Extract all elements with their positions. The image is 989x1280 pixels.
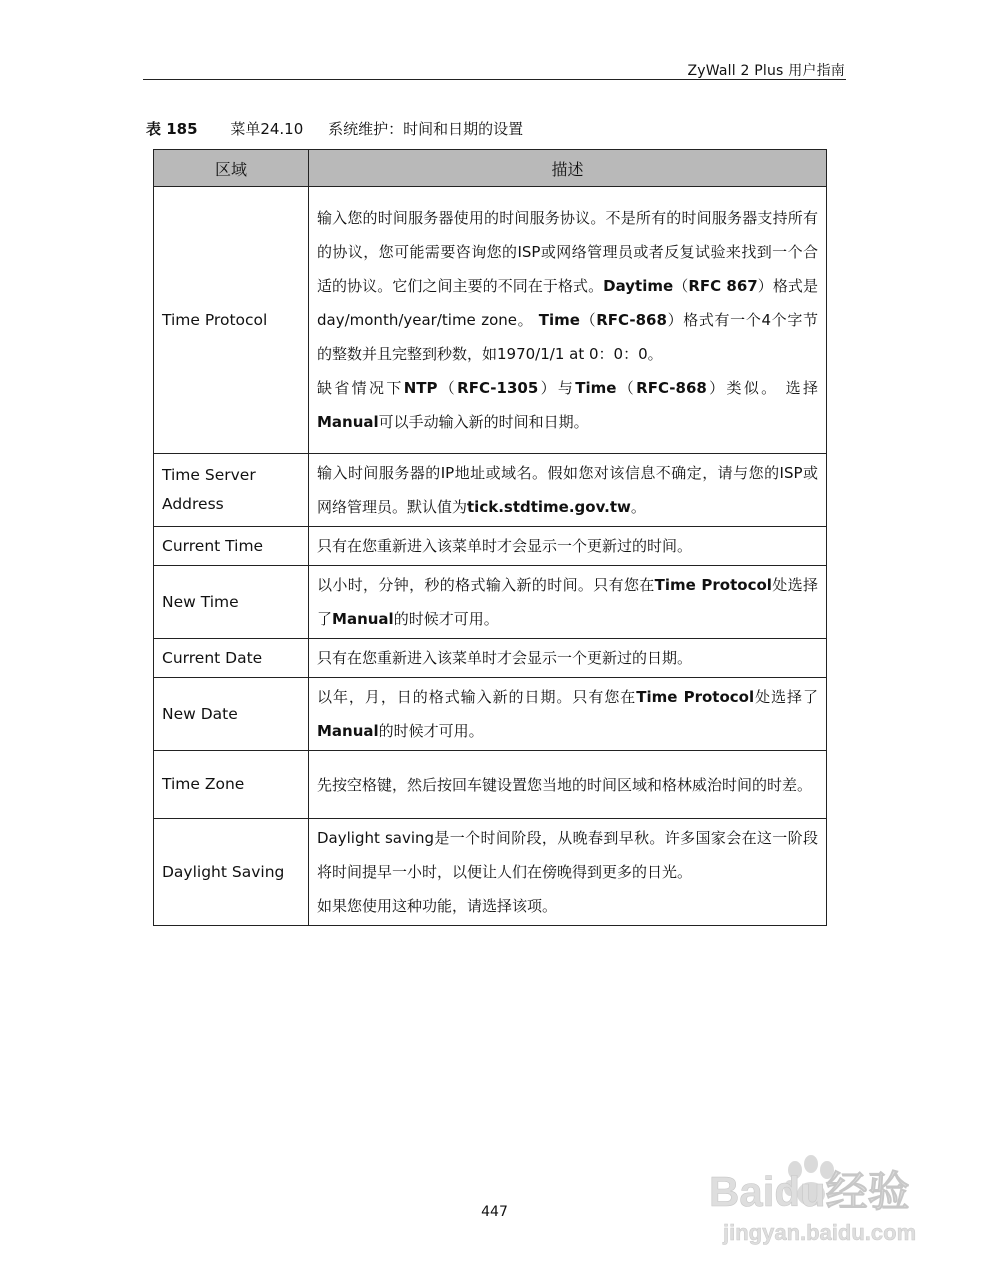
description-text: 缺省情况下 [317, 379, 404, 397]
description-text: 的时候才可用。 [378, 722, 484, 740]
field-name-cell: Current Date [154, 639, 309, 678]
description-text: 。 [630, 498, 646, 516]
description-text: （ [579, 311, 597, 329]
description-text: 如果您使用这种功能，请选择该项。 [317, 897, 558, 915]
bold-term: Time [575, 379, 617, 397]
description-paragraph [317, 201, 818, 371]
description-cell [309, 454, 827, 527]
table-row [154, 751, 827, 819]
column-header-field: 区域 [154, 150, 309, 187]
description-text: 以年，月，日的格式输入新的日期。只有您在 [317, 688, 637, 706]
description-paragraph [317, 641, 818, 675]
description-paragraph [317, 680, 818, 748]
bold-term: NTP [403, 379, 438, 397]
description-text: 输入时间服务器的IP地址或域名。假如您对该信息不确定，请与您的ISP或网络管理员。默认值为 [317, 464, 818, 516]
description-text: 只有在您重新进入该菜单时才会显示一个更新过的日期。 [317, 649, 693, 667]
description-text: （ [437, 379, 458, 397]
field-name-cell: Daylight Saving [154, 819, 309, 926]
description-paragraph [317, 371, 818, 439]
baidu-jingyan-watermark [695, 1144, 925, 1254]
watermark-url: jingyan.baidu.com [723, 1220, 917, 1245]
watermark-brand: Baidu经验 [709, 1168, 910, 1215]
table-row [154, 678, 827, 751]
description-paragraph [317, 568, 818, 636]
field-name-cell: Time Server Address [154, 454, 309, 527]
description-text: ）与 [538, 379, 576, 397]
field-name-cell: Time Zone [154, 751, 309, 819]
running-header: ZyWall 2 Plus 用户指南 [687, 63, 845, 79]
description-cell [309, 187, 827, 454]
field-name-cell: New Date [154, 678, 309, 751]
description-cell [309, 751, 827, 819]
table-row [154, 819, 827, 926]
description-text: （ [616, 379, 637, 397]
bold-term: Time Protocol [636, 688, 755, 706]
settings-table [153, 149, 827, 926]
description-text: 处选择了 [754, 688, 818, 706]
description-text: ）类似。 选择 [706, 379, 818, 397]
description-text: 输入您的时间服务器使用的时间服务协议。不是所有的时间服务器支持所有的协议，您可能需要咨询您的ISP或网络管理员或者反复试验来找到一个合适的协议。它们之间主要的不同在于格式。 [317, 209, 818, 295]
table-row [154, 566, 827, 639]
bold-term: RFC-868 [636, 379, 707, 397]
table-header-row [154, 150, 827, 187]
description-cell [309, 639, 827, 678]
description-text: ）格式有一个4个字节的整数并且完整到秒数，如1970/1/1 at 0：0：0。 [317, 311, 818, 363]
field-name-cell: Current Time [154, 527, 309, 566]
column-header-description: 描述 [309, 150, 827, 187]
description-paragraph [317, 821, 818, 889]
table-caption [146, 118, 523, 139]
description-text: 只有在您重新进入该菜单时才会显示一个更新过的时间。 [317, 537, 693, 555]
field-name-cell: New Time [154, 566, 309, 639]
description-text: 可以手动输入新的时间和日期。 [378, 413, 589, 431]
bold-term: Manual [317, 413, 379, 431]
page-number: 447 [481, 1204, 508, 1220]
bold-term: Daytime [603, 277, 674, 295]
bold-term: Manual [317, 722, 379, 740]
table-row [154, 187, 827, 454]
bold-term: Time Protocol [654, 576, 772, 594]
description-cell [309, 678, 827, 751]
description-text: ）格式是day/month/year/time zone。 [317, 277, 818, 329]
description-text: 以小时，分钟，秒的格式输入新的时间。只有您在 [317, 576, 655, 594]
table-row [154, 454, 827, 527]
caption-title: 系统维护：时间和日期的设置 [328, 120, 524, 138]
description-paragraph [317, 529, 818, 563]
header-rule [143, 79, 846, 80]
bold-term: RFC-868 [596, 311, 667, 329]
table-row [154, 527, 827, 566]
description-paragraph [317, 889, 818, 923]
bold-term: Time [538, 311, 580, 329]
description-text: Daylight saving是一个时间阶段，从晚春到早秋。许多国家会在这一阶段将时间提早一小时，以便让人们在傍晚得到更多的日光。 [317, 829, 818, 881]
caption-number: 表 185 [146, 120, 198, 138]
bold-term: RFC-1305 [457, 379, 539, 397]
description-text: 处选择了 [317, 576, 818, 628]
table-row [154, 639, 827, 678]
caption-menu: 菜单24.10 [230, 120, 304, 138]
description-paragraph [317, 768, 818, 802]
description-text: 的时候才可用。 [393, 610, 499, 628]
description-text: （ [673, 277, 689, 295]
description-cell [309, 819, 827, 926]
description-cell [309, 566, 827, 639]
bold-term: Manual [332, 610, 394, 628]
description-cell [309, 527, 827, 566]
description-text: 先按空格键，然后按回车键设置您当地的时间区域和格林威治时间的时差。 [317, 775, 813, 794]
bold-term: RFC 867 [688, 277, 758, 295]
field-name-cell: Time Protocol [154, 187, 309, 454]
bold-term: tick.stdtime.gov.tw [467, 498, 631, 516]
description-paragraph [317, 456, 818, 524]
